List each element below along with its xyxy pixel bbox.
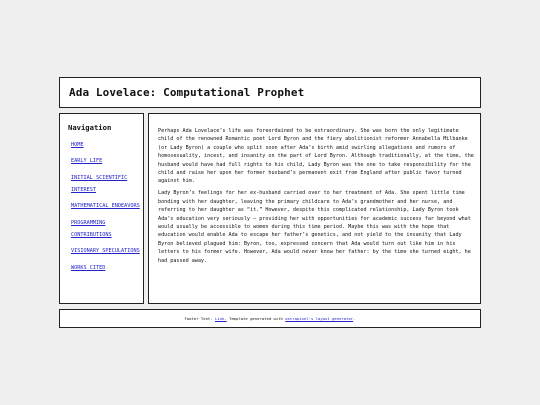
footer-middle: Template generated with [229,316,283,321]
nav-link-visionary-speculations[interactable]: VISIONARY SPECULATIONS [71,248,140,255]
nav-link-initial-scientific-interest[interactable]: INITIAL SCIENTIFIC INTEREST [71,174,128,193]
footer-text [60,316,480,321]
content-paragraph: Perhaps Ada Lovelace’s life was foreordained to be extraordinary. She was born the only legitimate child of the renowned Romantic poet Lord Byron and the fiery abolitionist reformer Annabella Milbanke (or Lady Byron) a couple who split soon after Ada’s birth amid swirling allegations and rumors of homosexuality, incest, and insanity on the part of Lord Byron. Although traditionally, at the time, the husband would have had full rights to his child, Lady Byron was the one to take responsibility for the child and raise her upon her former husband’s permanent exit from England after public favor turned against him. [158,128,474,185]
footer-link[interactable]: Link. [214,316,227,321]
page-footer [59,309,481,328]
nav-link-programming-contributions[interactable]: PROGRAMMING CONTRIBUTIONS [71,219,112,238]
nav-item-programming-contributions [71,215,141,239]
nav-item-early-life [71,153,141,165]
nav-link-mathematical-endeavors[interactable]: MATHEMATICAL ENDEAVORS [71,203,140,210]
main-content [148,113,481,304]
nav-item-initial-scientific-interest [71,170,141,194]
navigation-list [71,137,141,276]
nav-link-early-life[interactable]: EARLY LIFE [71,158,103,165]
navigation-heading: Navigation [68,123,112,132]
nav-item-visionary-speculations [71,243,141,255]
footer-suffix: . [353,316,356,321]
footer-prefix: Footer Text. [184,316,213,321]
nav-link-works-cited[interactable]: WORKS CITED [71,264,106,271]
nav-item-mathematical-endeavors [71,198,141,210]
nav-link-home[interactable]: HOME [71,142,84,148]
content-paragraph: Lady Byron’s feelings for her ex-husband carried over to her treatment of Ada. She spent little time bonding with her daughter, leaving the primary childcare to Ada’s grandmother and her nurse, and referring to her daughter as “it.” However, despite this complicated relationship, Lady Byron took Ada’s education very seriously – providing her with opportunities for academic success far beyond what would usually be accessible to women during this time period. Maybe this was with the hope that education would enable Ada to escape her father’s genetics, and not yield to the insanity that Lady Byron believed plagued him: Byron, too, expressed concern that Ada would turn out like him in his letters to his former wife. However, Ada would never know her father: by the time she turned eight, he had passed away. [158,190,471,264]
nav-item-home [71,137,141,149]
nav-item-works-cited [71,260,141,272]
generator-link[interactable]: ostrapixel's layout generator [285,316,354,321]
page-title: Ada Lovelace: Computational Prophet [69,86,305,99]
navigation-sidebar [59,113,144,304]
content-body [158,127,474,269]
page-header [59,77,481,108]
